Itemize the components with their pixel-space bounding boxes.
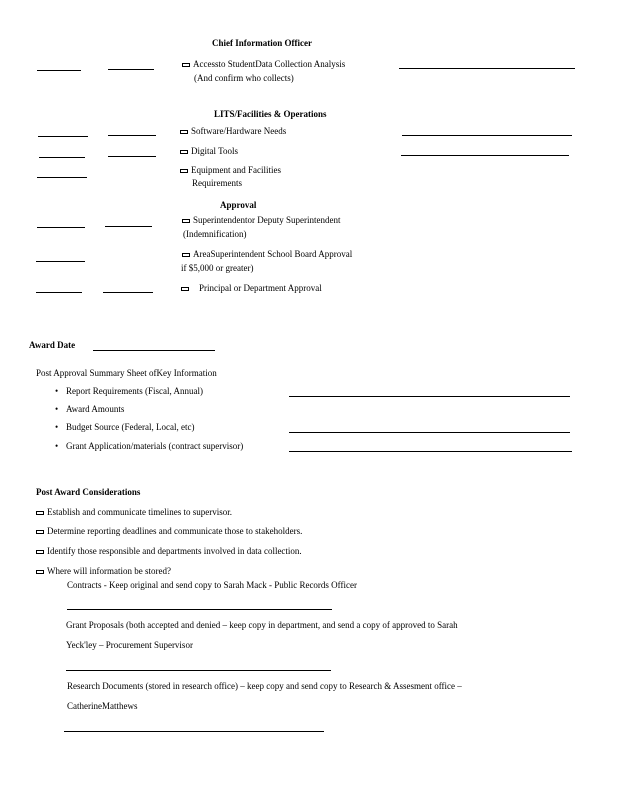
checkbox-icon[interactable]	[36, 550, 44, 554]
storage-line[interactable]	[64, 731, 324, 732]
signature-line[interactable]	[37, 227, 85, 228]
cio-item-access[interactable]	[182, 59, 345, 69]
storage-research: Research Documents (stored in research office) – keep copy and send copy to Research & Assesment office –	[67, 681, 462, 691]
checkbox-icon[interactable]	[36, 530, 44, 534]
approval-item-text: Principal or Department Approval	[199, 283, 322, 293]
approval-item-note: (Indemnification)	[183, 229, 247, 239]
cio-heading: Chief Information Officer	[212, 38, 312, 48]
summary-item: Report Requirements (Fiscal, Annual)	[66, 386, 203, 396]
summary-heading: Post Approval Summary Sheet ofKey Information	[36, 368, 217, 378]
storage-line[interactable]	[66, 670, 331, 671]
cio-item-note: (And confirm who collects)	[194, 73, 294, 83]
bullet-icon: •	[55, 404, 59, 414]
approval-item-superintendent[interactable]	[182, 215, 340, 225]
summary-item: Grant Application/materials (contract supervisor)	[66, 441, 244, 451]
bullet-icon: •	[55, 422, 59, 432]
signature-line[interactable]	[36, 261, 85, 262]
lits-item-text: Software/Hardware Needs	[191, 126, 287, 136]
lits-item-equipment[interactable]	[180, 165, 281, 175]
bullet-icon: •	[55, 441, 59, 451]
approval-item-text: Superintendentor Deputy Superintendent	[193, 215, 341, 225]
date-line[interactable]	[108, 135, 156, 136]
consideration-item[interactable]	[36, 526, 302, 536]
storage-research-cont: CatherineMatthews	[67, 701, 138, 711]
comment-line[interactable]	[401, 155, 569, 156]
signature-line[interactable]	[37, 70, 81, 71]
signature-line[interactable]	[36, 292, 82, 293]
summary-line[interactable]	[289, 432, 570, 433]
lits-heading: LITS/Facilities & Operations	[214, 109, 327, 119]
consideration-item[interactable]	[36, 507, 232, 517]
signature-line[interactable]	[39, 157, 85, 158]
summary-line[interactable]	[289, 451, 572, 452]
date-line[interactable]	[108, 156, 156, 157]
checkbox-icon[interactable]	[182, 253, 190, 257]
approval-item-text: AreaSuperintendent School Board Approval	[193, 249, 353, 259]
storage-grants-cont: Yeck'ley – Procurement Supervisor	[66, 640, 193, 650]
checkbox-icon[interactable]	[36, 511, 44, 515]
checkbox-icon[interactable]	[180, 150, 188, 154]
consideration-text: Identify those responsible and departments involved in data collection.	[47, 546, 302, 556]
comment-line[interactable]	[399, 68, 575, 69]
consideration-text: Determine reporting deadlines and communicate those to stakeholders.	[47, 526, 303, 536]
award-date-label: Award Date	[29, 340, 76, 350]
comment-line[interactable]	[402, 135, 572, 136]
checkbox-icon[interactable]	[180, 130, 188, 134]
checkbox-icon[interactable]	[36, 570, 44, 574]
date-line[interactable]	[103, 292, 153, 293]
approval-item-principal[interactable]	[181, 283, 322, 293]
award-date-line[interactable]	[93, 350, 215, 351]
checkbox-icon[interactable]	[182, 219, 190, 223]
approval-item-area[interactable]	[182, 249, 352, 259]
checkbox-icon[interactable]	[181, 287, 189, 291]
summary-item: Budget Source (Federal, Local, etc)	[66, 422, 195, 432]
signature-line[interactable]	[37, 177, 87, 178]
lits-item-text: Equipment and Facilities	[191, 165, 281, 175]
lits-item-text-cont: Requirements	[192, 178, 242, 188]
lits-item-digital[interactable]	[180, 146, 238, 156]
lits-item-text: Digital Tools	[191, 146, 238, 156]
bullet-icon: •	[55, 386, 59, 396]
considerations-heading: Post Award Considerations	[36, 487, 141, 497]
consideration-item[interactable]	[36, 546, 302, 556]
date-line[interactable]	[105, 226, 152, 227]
consideration-item[interactable]	[36, 566, 171, 576]
summary-item: Award Amounts	[66, 404, 125, 414]
checkbox-icon[interactable]	[180, 169, 188, 173]
storage-line[interactable]	[67, 609, 332, 610]
consideration-text: Where will information be stored?	[47, 566, 171, 576]
storage-contracts: Contracts - Keep original and send copy to Sarah Mack - Public Records Officer	[67, 580, 357, 590]
approval-item-note: if $5,000 or greater)	[181, 263, 254, 273]
checkbox-icon[interactable]	[182, 63, 190, 67]
signature-line[interactable]	[38, 136, 88, 137]
storage-grants: Grant Proposals (both accepted and denied – keep copy in department, and send a copy of approved to Sarah	[66, 620, 458, 630]
summary-line[interactable]	[289, 396, 570, 397]
approval-heading: Approval	[220, 200, 257, 210]
consideration-text: Establish and communicate timelines to supervisor.	[47, 507, 232, 517]
cio-item-text: Accessto StudentData Collection Analysis	[193, 59, 346, 69]
lits-item-software[interactable]	[180, 126, 286, 136]
date-line[interactable]	[108, 69, 154, 70]
